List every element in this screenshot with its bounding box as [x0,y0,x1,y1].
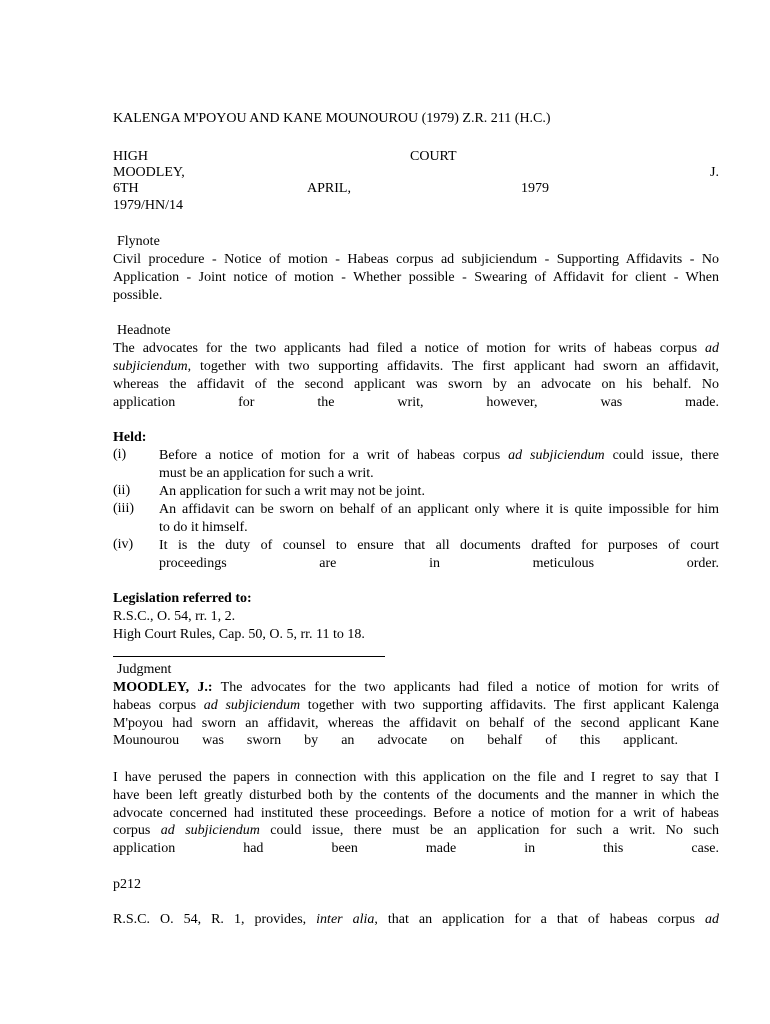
judgment-paragraph: I have perused the papers in connection with this application on the file and I regret to say that I have been left greatly disturbed both by the contents of the documents and the manner in which the advocate concerned had instituted these proceedings. Before a notice of motion for a writ of habeas corpus ad subjiciendum could issue, there must be an application for such a writ. No such application had been made in this case. [113,770,719,857]
date-year: 1979 [521,181,549,196]
headnote-line: The advocates for the two applicants had filed a notice of motion for writs of habeas corpus ad [113,341,719,356]
legislation-heading: Legislation referred to: [113,591,252,606]
flynote-line: Civil procedure - Notice of motion - Habeas corpus ad subjiciendum - Supporting Affidavits - No [113,252,719,267]
date-day: 6TH [113,181,139,196]
section-divider [113,656,385,657]
held-item-number: (i) [113,447,127,462]
judgment-heading: Judgment [117,662,172,677]
case-number-line [113,198,719,216]
headnote-line: subjiciendum, together with two supporting affidavits. The first applicant had sworn an affidavit, [113,359,719,374]
held-item-number: (iv) [113,537,134,552]
headnote-heading: Headnote [117,323,171,338]
page-marker: p212 [113,877,141,892]
held-item-number: (ii) [113,483,131,498]
held-item-text: Before a notice of motion for a writ of habeas corpus ad subjiciendum could issue, there must be an application for such a writ. [159,448,720,481]
held-heading: Held: [113,430,147,445]
headnote-line: application for the writ, however, was made. [113,395,719,410]
held-item-text: An application for such a writ may not be joint. [159,484,425,499]
court-high: HIGH [113,149,148,164]
case-number: 1979/HN/14 [113,198,183,213]
court-court: COURT [410,149,457,164]
judgment-paragraph: MOODLEY, J.: The advocates for the two applicants had filed a notice of motion for writs of habeas corpus ad subjiciendum together with two supporting affidavits. The first applicant Kalenga M'poyou had sworn an affidavit, whereas the affidavit on behalf of the second applicant Kane Mounourou was sworn by an advocate on behalf of this applicant. [113,680,720,749]
held-item-text: It is the duty of counsel to ensure that all documents drafted for purposes of court proceedings are in meticulous order. [159,538,719,571]
flynote-line: possible. [113,288,163,303]
case-title: KALENGA M'POYOU AND KANE MOUNOUROU (1979) Z.R. 211 (H.C.) [113,111,551,126]
flynote-heading: Flynote [117,234,160,249]
legislation-item: High Court Rules, Cap. 50, O. 5, rr. 11 to 18. [113,627,365,642]
held-item-number: (iii) [113,501,134,516]
judge-name: MOODLEY, [113,165,185,180]
legislation-item: R.S.C., O. 54, rr. 1, 2. [113,609,236,624]
flynote-line: Application - Joint notice of motion - Whether possible - Swearing of Affidavit for client - When [113,270,719,285]
date-line [113,181,719,199]
headnote-line: whereas the affidavit of the second applicant was sworn by an advocate on his behalf. No [113,377,719,392]
judge-suffix: J. [710,165,719,180]
held-item-text: An affidavit can be sworn on behalf of an applicant only where it is quite impossible for him to do it himself. [159,502,719,535]
judgment-paragraph: R.S.C. O. 54, R. 1, provides, inter alia, that an application for a that of habeas corpus ad [113,912,719,927]
date-month: APRIL, [307,181,351,196]
